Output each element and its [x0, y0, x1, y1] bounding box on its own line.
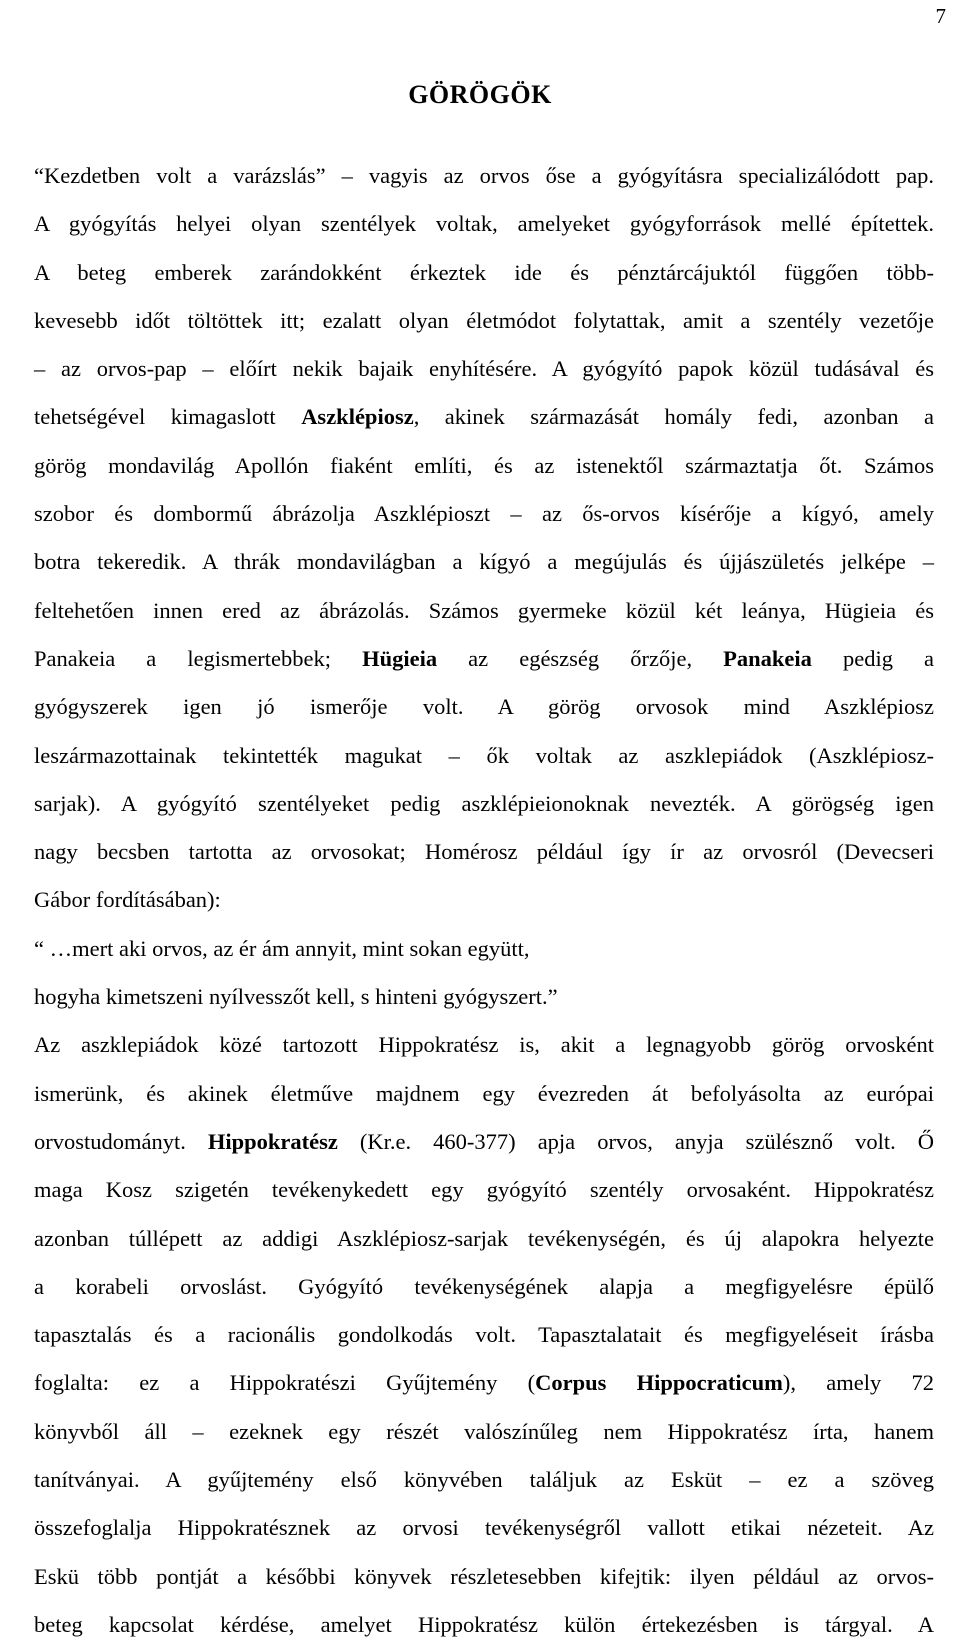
- text-segment: leszármazottainak tekintették magukat – ők voltak az aszklepiádok (Aszklépiosz-: [34, 742, 934, 768]
- text-segment: Gábor fordításában):: [34, 887, 221, 913]
- text-segment: gyógyszerek igen jó ismerője volt. A görög orvosok mind Aszklépiosz: [34, 694, 934, 720]
- text-segment: görög mondavilág Apollón fiaként említi, és az istenektől származtatja őt. Számos: [34, 452, 934, 478]
- text-line: [34, 1601, 934, 1649]
- text-segment: pedig a: [811, 645, 935, 671]
- text-segment: tapasztalás és a racionális gondolkodás volt. Tapasztalatait és megfigyeléseit írásba: [34, 1322, 934, 1348]
- bold-term: Panakeia: [723, 645, 812, 671]
- text-segment: hogyha kimetszeni nyílvesszőt kell, s hinteni gyógyszert.”: [34, 984, 558, 1010]
- text-line: [34, 780, 934, 828]
- text-line: [34, 973, 934, 1021]
- text-line: [34, 442, 934, 490]
- text-segment: foglalta: ez a Hippokratészi Gyűjtemény (: [34, 1370, 536, 1396]
- text-segment: sarjak). A gyógyító szentélyeket pedig aszklépieionoknak nevezték. A görögség igen: [34, 790, 934, 816]
- text-segment: “ …mert aki orvos, az ér ám annyit, mint sokan együtt,: [34, 935, 530, 961]
- text-segment: “Kezdetben volt a varázslás” – vagyis az orvos őse a gyógyításra specializálódott pap.: [34, 163, 934, 188]
- page-title: GÖRÖGÖK: [408, 80, 552, 109]
- text-segment: ), amely 72: [782, 1370, 934, 1396]
- text-segment: (Kr.e. 460-377) apja orvos, anyja szülésznő volt. Ő: [337, 1128, 934, 1154]
- text-segment: nagy becsben tartotta az orvosokat; Homérosz például így ír az orvosról (Devecseri: [34, 839, 934, 865]
- bold-term: Aszklépiosz: [301, 404, 414, 430]
- text-line: [34, 1408, 934, 1456]
- text-line: [34, 1311, 934, 1359]
- text-line: [34, 1504, 934, 1552]
- bold-term: Corpus Hippocraticum: [535, 1370, 783, 1396]
- text-line: [34, 1070, 934, 1118]
- text-segment: tanítványai. A gyűjtemény első könyvében találjuk az Esküt – ez a szöveg: [34, 1467, 934, 1493]
- text-line: [34, 490, 934, 538]
- text-segment: kevesebb időt töltöttek itt; ezalatt olyan életmódot folytattak, amit a szentély vezetője: [34, 307, 934, 333]
- text-segment: ismerünk, és akinek életműve majdnem egy évezreden át befolyásolta az európai: [34, 1080, 934, 1106]
- text-segment: könyvből áll – ezeknek egy részét valószínűleg nem Hippokratész írta, hanem: [34, 1418, 934, 1444]
- text-segment: szobor és dombormű ábrázolja Aszklépioszt – az ős-orvos kísérője a kígyó, amely: [34, 501, 934, 527]
- text-line: [34, 345, 934, 393]
- text-line: [34, 1166, 934, 1214]
- text-line: [34, 587, 934, 635]
- text-segment: Az aszklepiádok közé tartozott Hippokratész is, akit a legnagyobb görög orvosként: [34, 1032, 934, 1058]
- text-segment: a korabeli orvoslást. Gyógyító tevékenységének alapja a megfigyelésre épülő: [34, 1273, 934, 1299]
- text-line: [34, 876, 934, 924]
- text-line: [34, 393, 934, 441]
- text-segment: botra tekeredik. A thrák mondavilágban a kígyó a megújulás és újjászületés jelképe –: [34, 549, 934, 575]
- text-line: [34, 1021, 934, 1069]
- text-line: [34, 1263, 934, 1311]
- text-line: [34, 538, 934, 586]
- text-line: [34, 1215, 934, 1263]
- text-segment: orvostudományt.: [34, 1128, 208, 1154]
- text-line: [34, 1456, 934, 1504]
- text-line: [34, 249, 934, 297]
- text-segment: maga Kosz szigetén tevékenykedett egy gyógyító szentély orvosaként. Hippokratész: [34, 1177, 934, 1203]
- text-segment: tehetségével kimagaslott: [34, 404, 302, 430]
- text-line: [34, 200, 934, 248]
- text-segment: – az orvos-pap – előírt nekik bajaik enyhítésére. A gyógyító papok közül tudásával és: [34, 356, 934, 382]
- text-segment: A beteg emberek zarándokként érkeztek ide és pénztárcájuktól függően több-: [34, 259, 934, 285]
- text-segment: , akinek származását homály fedi, azonban a: [413, 404, 934, 430]
- text-line: [34, 635, 934, 683]
- text-line: [34, 828, 934, 876]
- page-number: 7: [935, 4, 946, 28]
- text-segment: azonban túllépett az addigi Aszklépiosz-sarjak tevékenységén, és új alapokra helyezte: [34, 1225, 934, 1251]
- text-segment: Panakeia a legismertebbek;: [34, 645, 363, 671]
- bold-term: Hügieia: [362, 645, 438, 671]
- bold-term: Hippokratész: [207, 1128, 338, 1154]
- text-line: [34, 1359, 934, 1407]
- text-line: [34, 152, 934, 200]
- text-segment: az egészség őrzője,: [437, 645, 724, 671]
- text-segment: beteg kapcsolat kérdése, amelyet Hippokratész külön értekezésben is tárgyal. A: [34, 1611, 934, 1637]
- text-line: [34, 1553, 934, 1601]
- text-segment: A gyógyítás helyei olyan szentélyek voltak, amelyeket gyógyforrások mellé építettek.: [34, 211, 934, 237]
- text-line: [34, 1118, 934, 1166]
- text-line: [34, 297, 934, 345]
- text-segment: feltehetően innen ered az ábrázolás. Számos gyermeke közül két leánya, Hügieia és: [34, 597, 934, 623]
- text-line: [34, 683, 934, 731]
- body-text: [34, 152, 934, 1649]
- text-line: [34, 925, 934, 973]
- text-segment: összefoglalja Hippokratésznek az orvosi tevékenységről vallott etikai nézeteit. Az: [34, 1515, 934, 1541]
- text-segment: Eskü több pontját a későbbi könyvek részletesebben kifejtik: ilyen például az orvos-: [34, 1563, 934, 1589]
- text-line: [34, 732, 934, 780]
